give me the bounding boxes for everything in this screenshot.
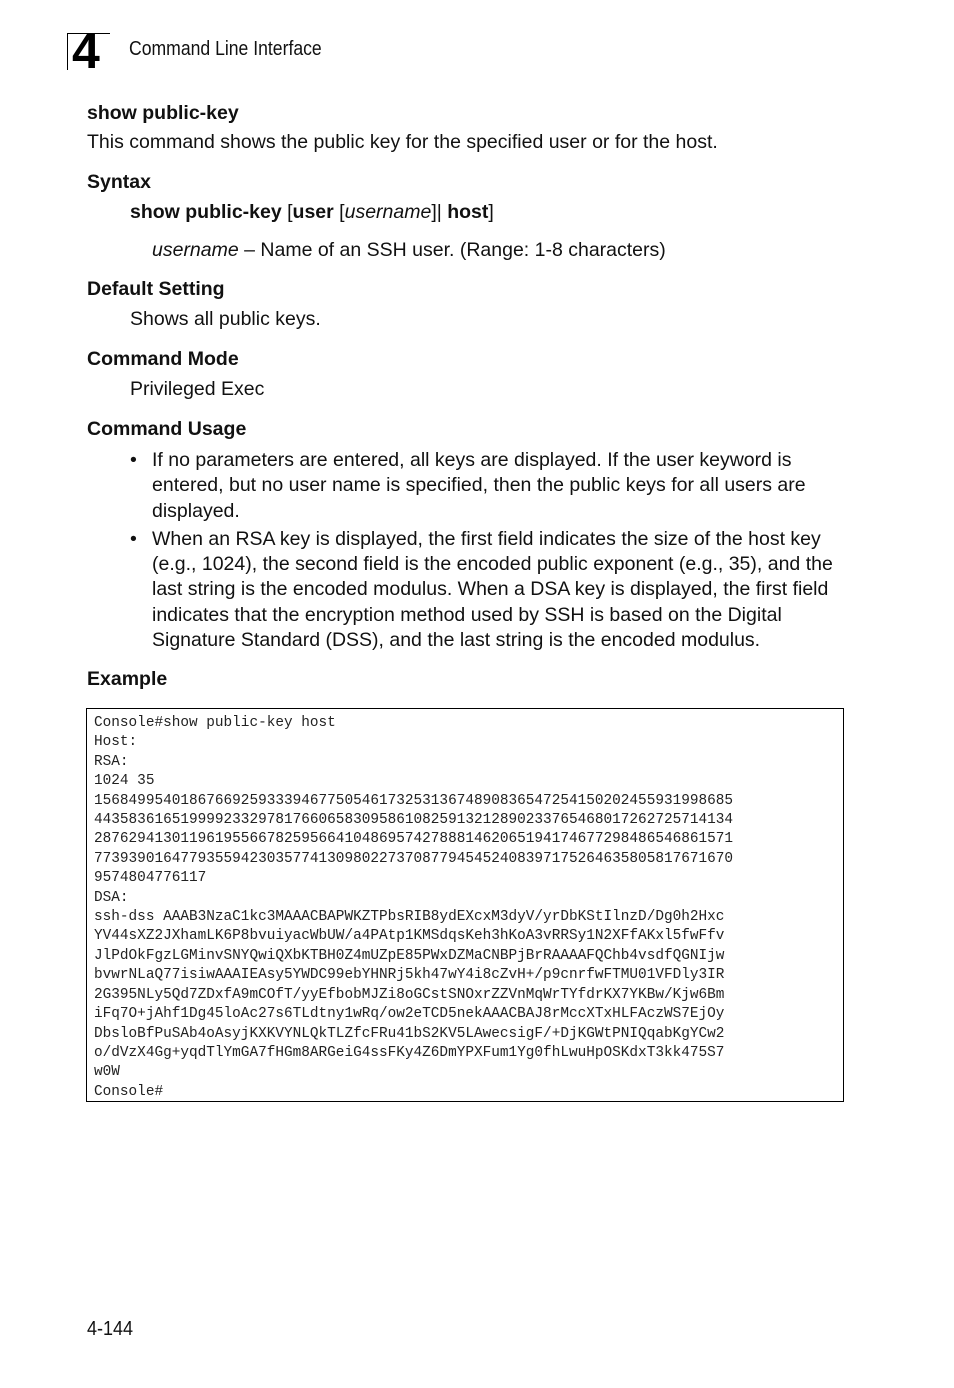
running-header-title: Command Line Interface	[129, 38, 322, 60]
default-setting-text: Shows all public keys.	[130, 308, 321, 330]
syntax-bracket: [	[281, 201, 293, 223]
command-usage-list	[130, 448, 850, 656]
example-heading: Example	[87, 668, 168, 690]
syntax-arg-username: username	[344, 201, 432, 223]
syntax-bracket: ]|	[431, 201, 448, 223]
page-number: 4-144	[87, 1318, 134, 1340]
bullet-icon: •	[130, 449, 137, 471]
syntax-heading: Syntax	[87, 171, 151, 193]
parameter-description	[152, 239, 666, 262]
list-item	[130, 448, 850, 524]
parameter-text: – Name of an SSH user. (Range: 1-8 characters)	[238, 239, 666, 261]
syntax-bracket: ]	[488, 201, 494, 223]
command-usage-heading: Command Usage	[87, 418, 247, 440]
syntax-line	[130, 201, 494, 224]
command-mode-text: Privileged Exec	[130, 378, 265, 400]
syntax-keyword-user: user	[292, 201, 334, 223]
chapter-number: 4	[72, 23, 100, 79]
bullet-icon: •	[130, 527, 137, 550]
default-setting-heading: Default Setting	[87, 278, 225, 300]
example-code: Console#show public-key host Host: RSA: 1024 35 15684995401867669259333946775054617325313674890836547254150202455931998685 44358361651999923329781766065830958610825913212890233765468017262725714134 28762941301196195566782595664104869574278881462065194174677298486546861571 77393901647793559423035774130980227370877945452408397175264635805817671670 9574804776117 DSA: ssh-dss AAAB3NzaC1kc3MAAACBAPWKZTPbsRIB8ydEXcxM3dyV/yrDbKStIlnzD/Dg0h2Hxc YV44sXZ2JXhamLK6P8bvuiyacWbUW/a4PAtp1KMSdqsKeh3hKoA3vRRSy1N2XFfAKxl5fwFfv JlPdOkFgzLGMinvSNYQwiQXbKTBH0Z4mUZpE85PWxDZMaCNBPjBrRAAAAFQChb4vsdfQGNIjw bvwrNLaQ77isiwAAAIEAsy5YWDC99ebYHNRj5kh47wY4i8cZvH+/p9cnrfwFTMU01VFDly3IR 2G395NLy5Qd7ZDxfA9mCOfT/yyEfbobMJZi8oGCstSNOxrZZVnMqWrTYfdrKX7YKBw/Kjw6Bm iFq7O+jAhf1Dg45loAc27s6TLdtny1wRq/ow2eTCD5nekAAACBAJ8rMccXTxHLFAczWS7EjOy DbsloBfPuSAb4oAsyjKXKVYNLQkTLZfcFRu41bS2KV5LAwecsigF/+DjKGWtPNIQqabKgYCw2 o/dVzX4Gg+yqdTlYmGA7fHGm8ARGeiG4ssFKy4Z6DmYPXFum1Yg0fhLwuHpOSKdxT3kk475S7 w0W Console#	[94, 715, 734, 1100]
command-description: This command shows the public key for the specified user or for the host.	[87, 131, 718, 153]
syntax-keyword-host: host	[447, 201, 489, 223]
parameter-name: username	[152, 239, 239, 261]
syntax-bracket: [	[333, 201, 345, 223]
usage-item-text: If no parameters are entered, all keys are displayed. If the user keyword is entered, but no user name is specified, then the public keys for all users are displayed.	[152, 449, 806, 522]
command-title: show public-key	[87, 102, 239, 124]
list-item	[130, 527, 850, 653]
example-code-box	[86, 708, 844, 1102]
usage-item-text: When an RSA key is displayed, the first field indicates the size of the host key (e.g., 1024), the second field is the encoded public exponent (e.g., 35), and the last string is the encoded modulus. When a DSA key is displayed, the first field indicates that the encryption method used by SSH is based on the Digital Signature Standard (DSS), and the last string is the encoded modulus.	[152, 527, 833, 652]
syntax-command: show public-key	[130, 201, 282, 223]
command-mode-heading: Command Mode	[87, 348, 239, 370]
